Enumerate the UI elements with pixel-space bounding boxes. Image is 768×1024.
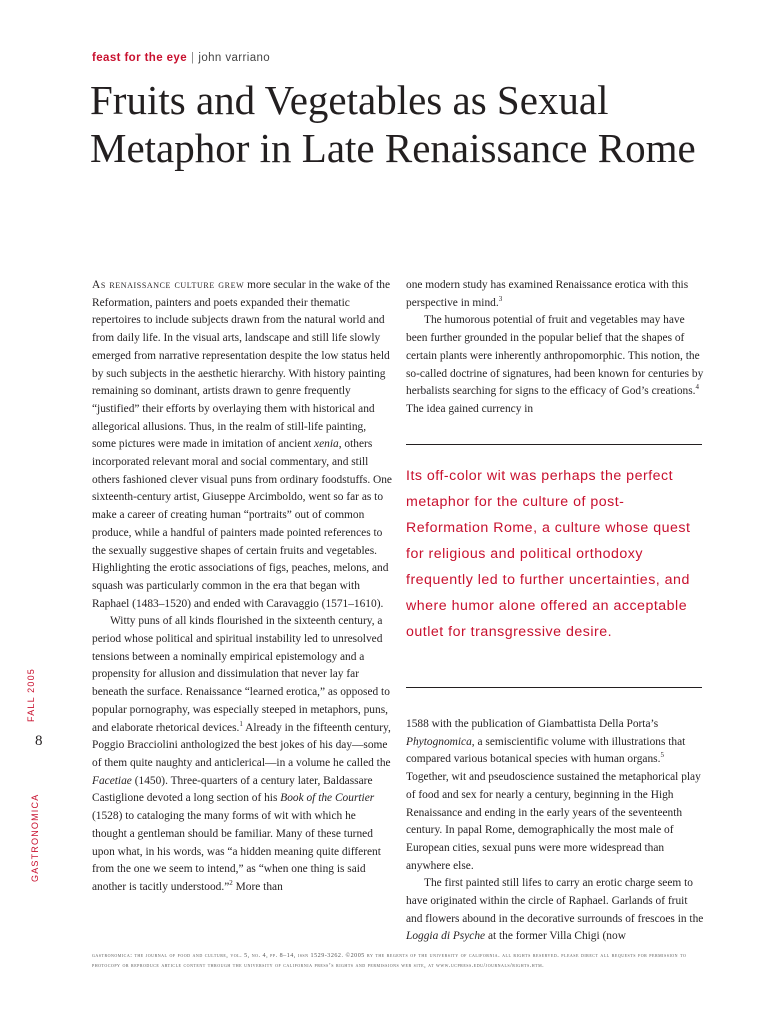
body-paragraph: The humorous potential of fruit and vegetables may have been further grounded in the popular belief that the shapes of certain plants were inherently anthropomorphic. This notion, the so-called doctrine of signatures, had been known for centuries by herbalists searching for signs to the efficacy of God’s creations.$^4$ The idea gained currency in (406, 314, 704, 415)
body-column-right-top (406, 277, 706, 419)
body-column-right-bottom (406, 716, 706, 946)
footnote-marker: 4 (695, 383, 700, 392)
issue-season: FALL 2005 (26, 667, 36, 722)
journal-name: GASTRONOMICA (30, 793, 40, 882)
body-paragraph: Witty puns of all kinds flourished in the sixteenth century, a period whose political and spiritual instability led to unresolved tensions between a nominally empirical epistemology and a propensity for allusion and dissimulation that never lay far beneath the surface. Renaissance “learned erotica,” as opposed to popular pornography, was especially steeped in metaphors, puns, and elaborate rhetorical devices.$^1$ Already in the fifteenth century, Poggio Bracciolini anthologized the best jokes of his day—some of them quite naughty and anticlerical—in a volume he called the Facetiae (1450). Three-quarters of a century later, Baldassare Castiglione devoted a long section of his Book of the Courtier (1528) to cataloging the many forms of wit with which he thought a gentleman should be familiar. Many of these turned upon what, in his words, was “a hidden meaning quite different from the one we seem to intend,” as “when one thing is said another is tacitly understood.”$^2$ More than (92, 615, 391, 893)
article-title (90, 76, 730, 172)
title-line-1: Fruits and Vegetables as Sexual (90, 77, 609, 123)
body-column-left (92, 277, 392, 897)
article-kicker (92, 52, 270, 64)
footnote-marker: 1 (239, 719, 243, 728)
opening-smallcaps: As renaissance culture grew (92, 279, 245, 291)
body-paragraph: one modern study has examined Renaissance erotica with this perspective in mind.$^3$ (406, 279, 689, 309)
footnote-marker: 5 (660, 751, 664, 760)
title-line-2: Metaphor in Late Renaissance Rome (90, 125, 696, 171)
kicker-separator: | (191, 52, 195, 64)
copyright-footer: gastronomica: the journal of food and culture, vol. 5, no. 4, pp. 8–14, issn 1529-3262. ©2005 by the regents of the university of california. all rights reserved. please direct all requests for permission to photocopy or reproduce article content through the university of california press’s rights and permissions web site, at www.ucpress.edu/journals/rights.htm. (92, 953, 687, 969)
body-paragraph: 1588 with the publication of Giambattista Della Porta’s Phytognomica, a semiscientific volume with illustrations that compared various botanical species with human organs.$^5$ Together, wit and pseudoscience sustained the metaphorical play of food and sex for nearly a century, beginning in the High Renaissance and ending in the early years of the seventeenth century. In papal Rome, demographically the most male of European cities, sexual puns were more widespread than anywhere else. (406, 718, 701, 872)
author-name: john varriano (198, 52, 271, 64)
footnote-marker: 3 (498, 294, 503, 303)
body-paragraph: As renaissance culture grew more secular in the wake of the Reformation, painters and poets expanded their thematic repertoires to include subjects drawn from the natural world and from daily life. In the visual arts, landscape and still life slowly emerged from narrative representation despite the low status held by such subjects in the aesthetic hierarchy. With history painting remaining so dominant, artists drawn to genre frequently “justified” their efforts by overlaying them with historical and allegorical allusions. Thus, in the realm of still-life painting, some pictures were made in imitation of ancient xenia, others incorporated relevant moral and social commentary, and still others fashioned clever visual puns from ordinary foodstuffs. One sixteenth-century artist, Giuseppe Arcimboldo, went so far as to make a career of creating human “portraits” out of common produce, while a handful of painters made pointed references to the sexually suggestive shapes of certain fruits and vegetables. Highlighting the erotic associations of figs, peaches, melons, and squash was particularly common in the era that began with Raphael (1483–1520) and ended with Caravaggio (1571–1610). (92, 279, 392, 610)
body-paragraph: The first painted still lifes to carry an erotic charge seem to have originated within the circle of Raphael. Garlands of fruit and flowers abound in the decorative surrounds of frescoes in the Loggia di Psyche at the former Villa Chigi (now (406, 877, 704, 943)
footnote-marker: 2 (229, 879, 233, 888)
pull-quote-text: Its off-color wit was perhaps the perfect metaphor for the culture of post-Reformation Rome, a culture whose quest for religious and political orthodoxy frequently led to further uncertainties, and where humor alone offered an acceptable outlet for transgressive desire. (406, 468, 691, 640)
section-label: feast for the eye (92, 52, 187, 64)
pull-quote (406, 444, 702, 688)
page-number: 8 (35, 733, 43, 749)
